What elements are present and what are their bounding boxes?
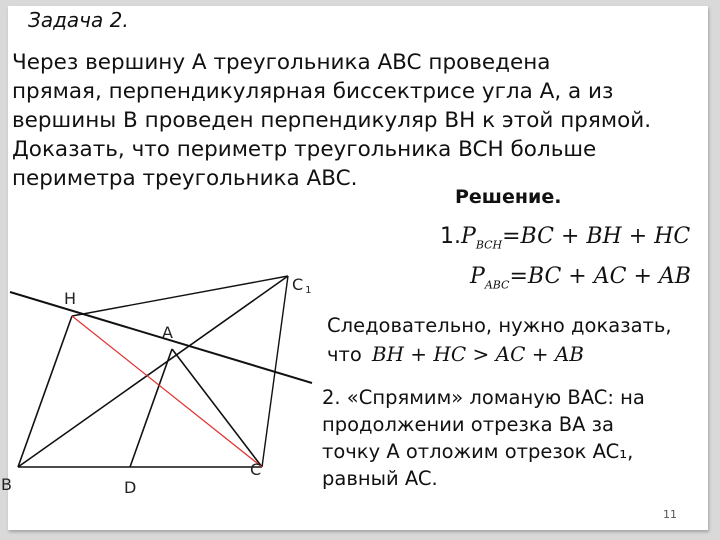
segment-h-c1: [72, 276, 288, 316]
step-2-line: точку A отложим отрезок AC₁,: [322, 440, 634, 463]
formula-rhs: =BC + BH + HC: [502, 224, 691, 249]
formula-symbol: P: [470, 264, 485, 289]
label-h: H: [64, 289, 77, 308]
step-2-line: продолжении отрезка BA за: [322, 413, 614, 436]
step-2-line: равный AC.: [322, 467, 438, 490]
label-c: C: [250, 460, 262, 479]
statement-line: Через вершину A треугольника ABC проведена: [12, 50, 551, 75]
segment-a-c: [172, 349, 262, 467]
solution-heading: Решение.: [455, 186, 562, 208]
formula-subscript: BCH: [475, 238, 503, 252]
statement-line: Доказать, что периметр треугольника BCH больше: [12, 137, 597, 162]
inequality-formula: BH + HC > AC + AB: [371, 342, 584, 366]
formula-number: 1.: [440, 224, 461, 249]
line-through-a: [10, 292, 312, 383]
label-a: A: [162, 323, 173, 342]
conclusion-line: Следовательно, нужно доказать,: [327, 314, 672, 337]
statement-line: периметра треугольника ABC.: [12, 166, 358, 191]
label-d: D: [124, 478, 137, 497]
formula-rhs: =BC + AC + AB: [509, 264, 691, 289]
label-c1: C 1: [292, 275, 312, 296]
segment-c1-c: [262, 276, 288, 467]
task-title: Задача 2.: [28, 8, 129, 32]
segment-b-h: [18, 316, 72, 467]
formula-subscript: ABC: [484, 278, 510, 292]
segment-b-c1: [18, 276, 288, 467]
statement-line: прямая, перпендикулярная биссектрисе угла A, а из: [12, 79, 614, 104]
page-number: 11: [663, 508, 677, 521]
conclusion-word: что: [327, 343, 362, 366]
step-2-line: 2. «Спрямим» ломаную BAC: на: [322, 386, 645, 409]
formula-symbol: P: [461, 224, 476, 249]
label-b: B: [1, 475, 12, 494]
statement-line: вершины B проведен перпендикуляр BH к этой прямой.: [12, 108, 652, 133]
